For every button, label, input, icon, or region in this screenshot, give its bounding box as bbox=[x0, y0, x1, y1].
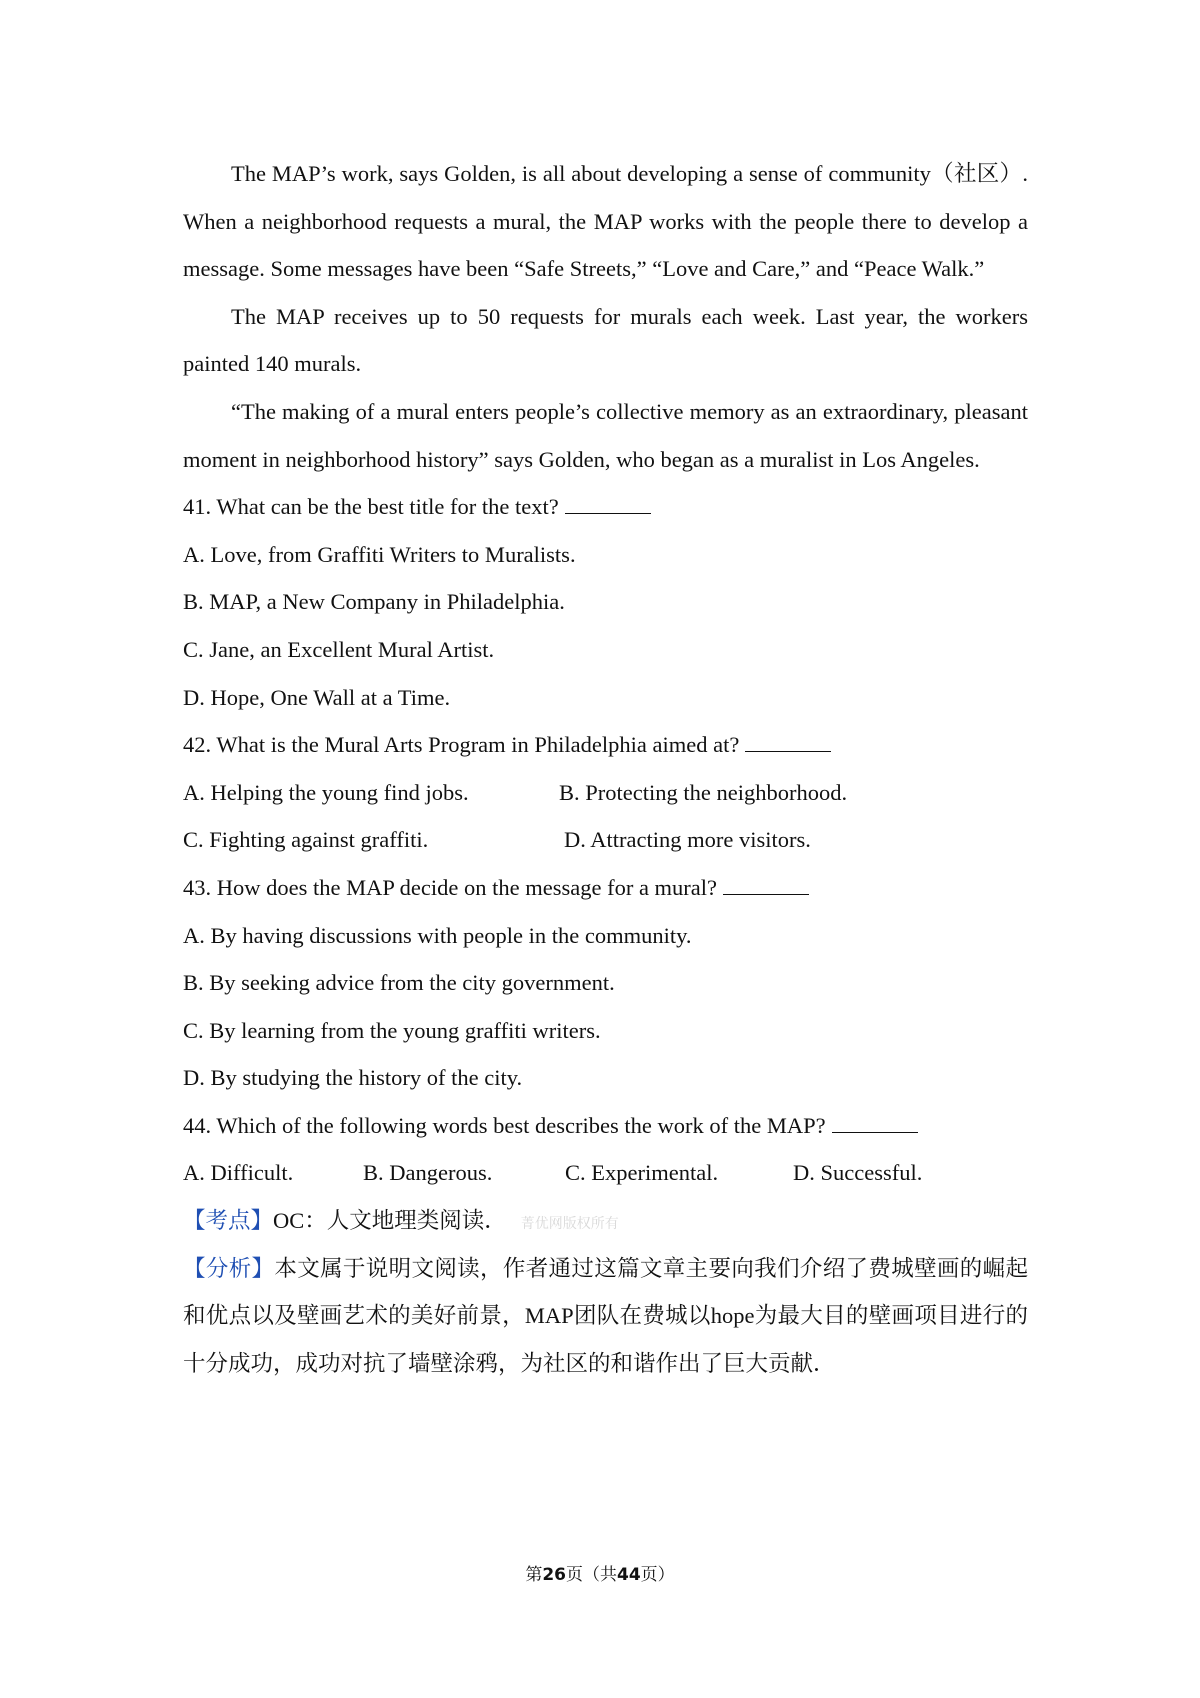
question-43-option-d: D. By studying the history of the city. bbox=[183, 1065, 523, 1091]
question-42-option-b: B. Protecting the neighborhood. bbox=[559, 779, 848, 805]
footer-suffix: 页） bbox=[640, 1565, 675, 1585]
question-41-option-a: A. Love, from Graffiti Writers to Muralists. bbox=[183, 541, 576, 567]
footer-page-number: 26 bbox=[542, 1565, 566, 1585]
question-41-option-d: D. Hope, One Wall at a Time. bbox=[183, 684, 451, 710]
question-stem-text: 44. Which of the following words best describes the work of the MAP? bbox=[183, 1112, 826, 1138]
page-footer bbox=[0, 1560, 1200, 1585]
answer-blank bbox=[745, 721, 831, 752]
question-43-option-a: A. By having discussions with people in the community. bbox=[183, 922, 692, 948]
passage-paragraph-3: “The making of a mural enters people’s collective memory as an extraordinary, pleasant moment in neighborhood history” says Golden, who began as a muralist in Los Angeles. bbox=[183, 398, 1028, 472]
answer-blank bbox=[565, 483, 651, 514]
fenxi-text: 本文属于说明文阅读，作者通过这篇文章主要向我们介绍了费城壁画的崛起和优点以及壁画艺术的美好前景，MAP团队在费城以hope为最大目的壁画项目进行的十分成功，成功对抗了墙壁涂鸦，为社区的和谐作出了巨大贡献． bbox=[183, 1255, 1028, 1376]
question-42-option-d: D. Attracting more visitors. bbox=[564, 827, 811, 853]
kaodian-text: OC：人文地理类阅读． bbox=[273, 1208, 507, 1234]
passage-paragraph-2: The MAP receives up to 50 requests for murals each week. Last year, the workers painted 140 murals. bbox=[183, 303, 1028, 377]
question-44-options-row bbox=[183, 1149, 1028, 1197]
fenxi-label: 【分析】 bbox=[183, 1255, 275, 1281]
footer-prefix: 第 bbox=[525, 1565, 543, 1585]
question-stem-text: 41. What can be the best title for the text? bbox=[183, 494, 559, 520]
kaodian-label: 【考点】 bbox=[183, 1208, 274, 1234]
answer-blank bbox=[832, 1102, 918, 1133]
answer-blank bbox=[723, 864, 809, 895]
question-43-stem bbox=[183, 864, 1028, 912]
question-41-option-c: C. Jane, an Excellent Mural Artist. bbox=[183, 636, 495, 662]
question-44-option-a: A. Difficult. bbox=[183, 1160, 294, 1186]
question-stem-text: 43. How does the MAP decide on the message for a mural? bbox=[183, 874, 718, 900]
question-41-stem bbox=[183, 483, 1028, 531]
question-44-stem bbox=[183, 1102, 1028, 1150]
question-42-stem bbox=[183, 721, 1028, 769]
question-43-option-b: B. By seeking advice from the city government. bbox=[183, 970, 615, 996]
question-44-option-c: C. Experimental. bbox=[565, 1160, 719, 1186]
fenxi-paragraph bbox=[183, 1245, 1028, 1388]
document-page bbox=[183, 150, 1028, 1387]
question-42-options-row-1 bbox=[183, 769, 1028, 817]
watermark-text: 菁优网版权所有 bbox=[520, 1217, 619, 1233]
footer-middle: 页（共 bbox=[566, 1565, 617, 1585]
question-44-option-d: D. Successful. bbox=[793, 1160, 923, 1186]
question-43-option-c: C. By learning from the young graffiti writers. bbox=[183, 1017, 601, 1043]
question-stem-text: 42. What is the Mural Arts Program in Philadelphia aimed at? bbox=[183, 732, 740, 758]
question-42-option-c: C. Fighting against graffiti. bbox=[183, 827, 429, 853]
question-42-option-a: A. Helping the young find jobs. bbox=[183, 779, 469, 805]
passage-paragraph-1: The MAP’s work, says Golden, is all about developing a sense of community（社区）. When a neighborhood requests a mural, the MAP works with the people there to develop a message. Some messages have been “Safe Streets,” “Love and Care,” and “Peace Walk.” bbox=[183, 161, 1028, 282]
question-44-option-b: B. Dangerous. bbox=[363, 1160, 493, 1186]
kaodian-line bbox=[183, 1197, 1028, 1245]
question-42-options-row-2 bbox=[183, 816, 1028, 864]
question-41-option-b: B. MAP, a New Company in Philadelphia. bbox=[183, 589, 565, 615]
footer-total-pages: 44 bbox=[617, 1565, 641, 1585]
